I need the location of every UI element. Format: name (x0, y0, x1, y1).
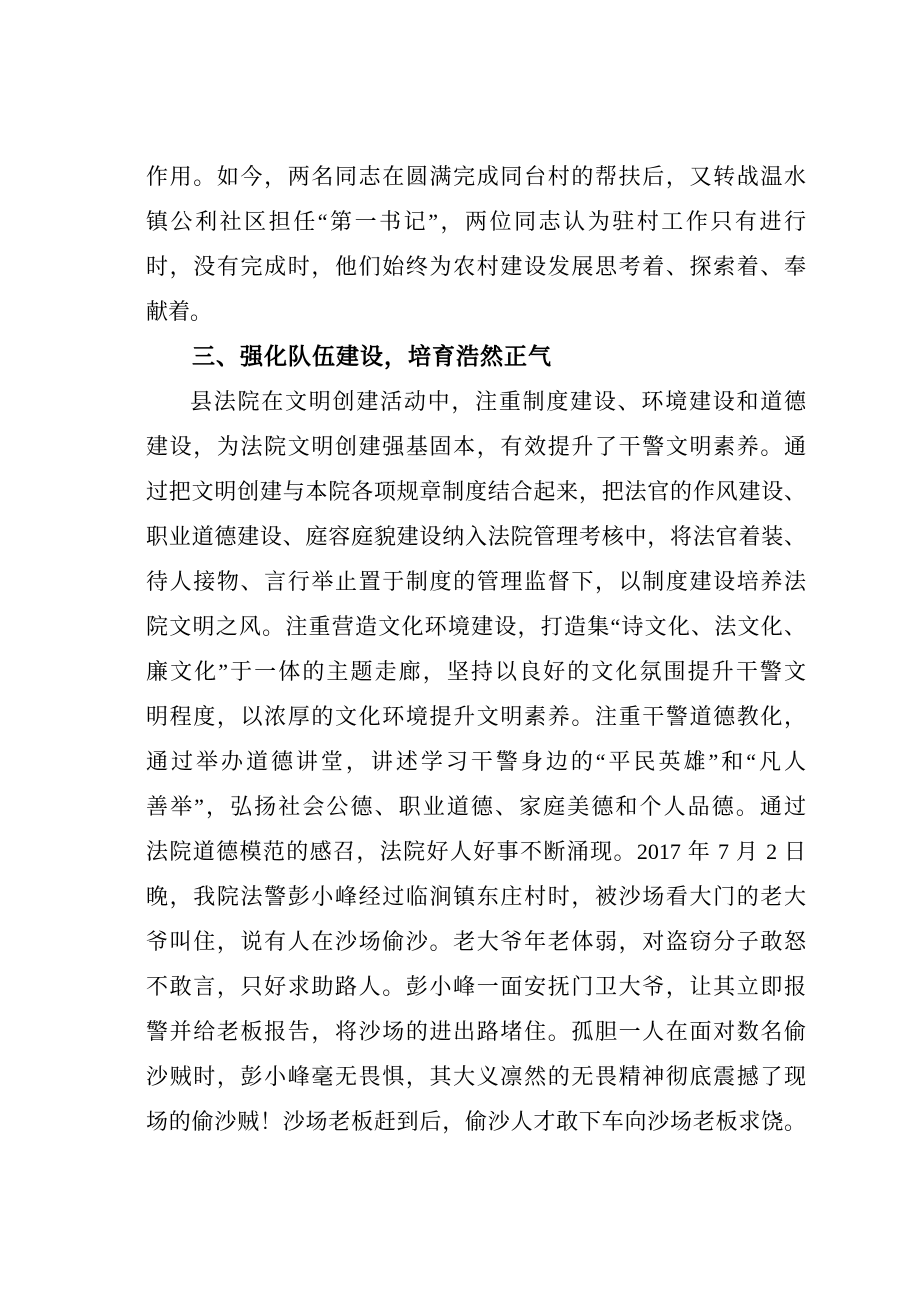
text-line: 爷叫住，说有人在沙场偷沙。老大爷年老体弱，对盗窃分子敢怒 (146, 929, 806, 954)
text-line: 献着。 (146, 299, 213, 324)
text-line: 警并给老板报告，将沙场的进出路堵住。孤胆一人在面对数名偷 (146, 1019, 806, 1044)
text-line: 场的偷沙贼！沙场老板赶到后，偷沙人才敢下车向沙场老板求饶。 (146, 1109, 806, 1134)
body-paragraph-section-three (146, 379, 806, 1144)
text-line: 沙贼时，彭小峰毫无畏惧，其大义凛然的无畏精神彻底震撼了现 (146, 1064, 806, 1089)
text-line: 善举”，弘扬社会公德、职业道德、家庭美德和个人品德。通过 (146, 794, 806, 819)
text-line: 作用。如今，两名同志在圆满完成同台村的帮扶后，又转战温水 (146, 164, 806, 189)
text-line: 县法院在文明创建活动中，注重制度建设、环境建设和道德 (190, 389, 806, 414)
body-paragraph-continuation (146, 154, 806, 334)
text-line: 过把文明创建与本院各项规章制度结合起来，把法官的作风建设、 (146, 479, 806, 504)
text-line: 法院道德模范的感召，法院好人好事不断涌现。2017 年 7 月 2 日 (146, 839, 806, 864)
document-text-block (146, 154, 806, 1144)
text-line: 时，没有完成时，他们始终为农村建设发展思考着、探索着、奉 (146, 254, 806, 279)
text-line: 待人接物、言行举止置于制度的管理监督下，以制度建设培养法 (146, 569, 806, 594)
text-line: 院文明之风。注重营造文化环境建设，打造集“诗文化、法文化、 (146, 614, 806, 639)
section-heading: 三、强化队伍建设，培育浩然正气 (192, 343, 552, 369)
text-line: 职业道德建设、庭容庭貌建设纳入法院管理考核中，将法官着装、 (146, 524, 806, 549)
text-line: 不敢言，只好求助路人。彭小峰一面安抚门卫大爷，让其立即报 (146, 974, 806, 999)
text-line: 廉文化”于一体的主题走廊，坚持以良好的文化氛围提升干警文 (146, 659, 806, 684)
text-line: 镇公利社区担任“第一书记”，两位同志认为驻村工作只有进行 (146, 209, 806, 234)
text-line: 通过举办道德讲堂，讲述学习干警身边的“平民英雄”和“凡人 (146, 749, 806, 774)
text-line: 晚，我院法警彭小峰经过临涧镇东庄村时，被沙场看大门的老大 (146, 884, 806, 909)
text-line: 明程度，以浓厚的文化环境提升文明素养。注重干警道德教化， (146, 704, 806, 729)
text-line: 建设，为法院文明创建强基固本，有效提升了干警文明素养。通 (146, 434, 806, 459)
